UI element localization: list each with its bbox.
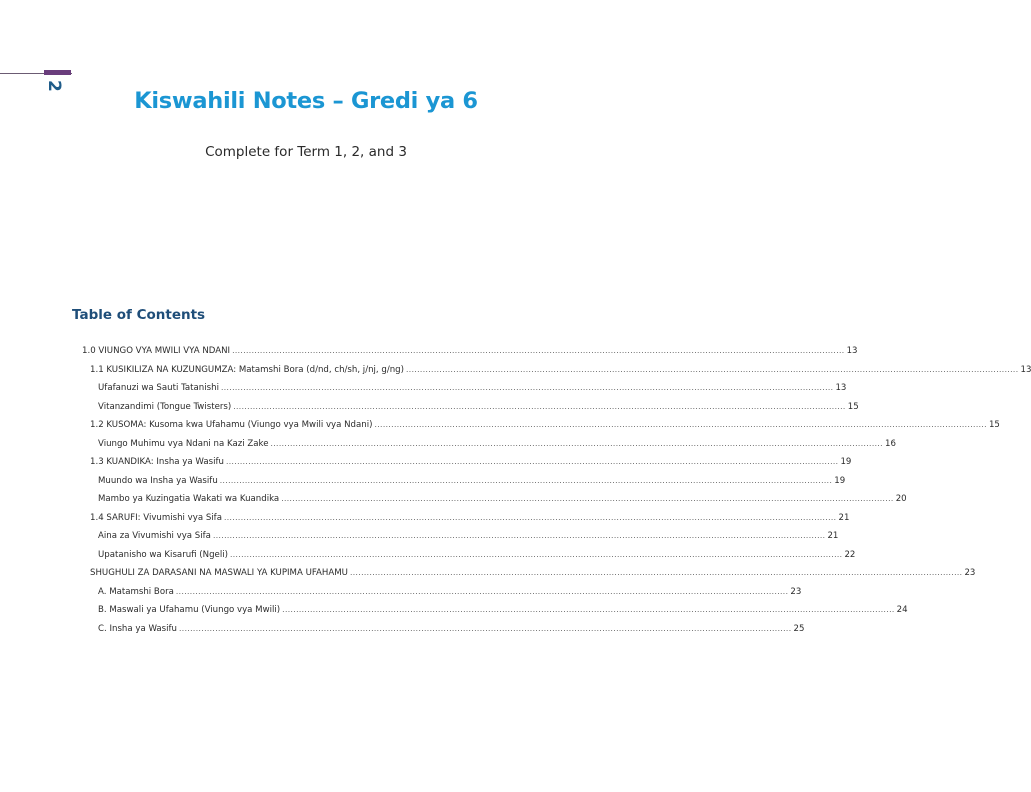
toc-dot-leader: ............................................................................................................................................................................................................................ (232, 346, 845, 355)
toc-dot-leader: ............................................................................................................................................................................................................................ (223, 512, 837, 522)
toc-dot-leader: ............................................................................................................................................................................................................................ (179, 623, 792, 633)
toc-entry[interactable] (82, 564, 976, 583)
toc-entry-label: 1.1 KUSIKILIZA NA KUZUNGUMZA: Matamshi Bora (d/nd, ch/sh, j/nj, g/ng) (90, 364, 404, 375)
toc-entry-page: 19 (840, 457, 852, 467)
toc-entry[interactable] (82, 453, 852, 472)
toc-dot-leader: ............................................................................................................................................................................................................................ (281, 494, 894, 503)
toc-entry-label: Aina za Vivumishi vya Sifa (98, 531, 211, 541)
toc-entry-page: 16 (884, 438, 896, 449)
document-subtitle: Complete for Term 1, 2, and 3 (205, 144, 407, 160)
toc-entry[interactable] (82, 509, 850, 528)
toc-entry-page: 22 (844, 549, 856, 560)
toc-entry-label: Ufafanuzi wa Sauti Tatanishi (98, 383, 219, 393)
toc-entry-label: A. Matamshi Bora (98, 586, 174, 597)
toc-entry-page: 23 (790, 586, 802, 597)
toc-entry[interactable] (82, 546, 856, 565)
toc-entry[interactable] (82, 361, 1031, 380)
toc-dot-leader: ............................................................................................................................................................................................................................ (229, 549, 843, 559)
toc-heading: Table of Contents (72, 307, 206, 323)
toc-dot-leader: ............................................................................................................................................................................................................................ (233, 401, 846, 411)
toc-entry-label: 1.3 KUANDIKA: Insha ya Wasifu (90, 457, 224, 467)
toc-dot-leader: ............................................................................................................................................................................................................................ (212, 531, 826, 540)
toc-entry-page: 15 (847, 401, 859, 412)
toc-entry-page: 23 (964, 568, 976, 578)
toc-entry-label: Vitanzandimi (Tongue Twisters) (98, 401, 232, 412)
toc-entry[interactable] (82, 620, 805, 639)
toc-entry[interactable] (82, 583, 802, 602)
toc-entry-page: 13 (835, 383, 847, 393)
toc-dot-leader: ............................................................................................................................................................................................................................ (406, 364, 1019, 374)
toc-dot-leader: ............................................................................................................................................................................................................................ (219, 475, 833, 485)
toc-entry[interactable] (82, 490, 907, 509)
toc-dot-leader: ............................................................................................................................................................................................................................ (349, 568, 963, 577)
toc-dot-leader: ............................................................................................................................................................................................................................ (282, 605, 895, 614)
toc-dot-leader: ............................................................................................................................................................................................................................ (175, 586, 789, 596)
toc-entry[interactable] (82, 435, 896, 454)
toc-entry-page: 19 (834, 475, 846, 486)
document-title: Kiswahili Notes – Gredi ya 6 (134, 88, 478, 114)
toc-entry-page: 25 (793, 623, 805, 634)
toc-dot-leader: ............................................................................................................................................................................................................................ (225, 457, 839, 466)
toc-dot-leader: ............................................................................................................................................................................................................................ (220, 383, 834, 392)
toc-entry-label: B. Maswali ya Ufahamu (Viungo vya Mwili) (98, 605, 281, 615)
page-number: 2 (44, 80, 64, 92)
toc-entry-page: 13 (1020, 364, 1031, 375)
toc-entry-label: SHUGHULI ZA DARASANI NA MASWALI YA KUPIMA UFAHAMU (90, 568, 348, 578)
toc-entry[interactable] (82, 472, 846, 491)
toc-entry[interactable] (82, 379, 847, 398)
toc-entry-page: 13 (846, 346, 858, 356)
toc-entry-label: 1.2 KUSOMA: Kusoma kwa Ufahamu (Viungo vya Mwili vya Ndani) (90, 420, 373, 430)
toc-dot-leader: ............................................................................................................................................................................................................................ (374, 420, 987, 429)
toc-entry-label: C. Insha ya Wasifu (98, 623, 178, 634)
toc-entry-label: Muundo wa Insha ya Wasifu (98, 475, 218, 486)
toc-entry-label: Viungo Muhimu vya Ndani na Kazi Zake (98, 438, 269, 449)
toc-entry-label: 1.4 SARUFI: Vivumishi vya Sifa (90, 512, 222, 523)
toc-entry-page: 21 (827, 531, 839, 541)
toc-entry-page: 21 (838, 512, 850, 523)
toc-entry[interactable] (82, 342, 858, 361)
page-accent-bar (44, 70, 71, 75)
toc-entry[interactable] (82, 398, 859, 417)
toc-entry-label: 1.0 VIUNGO VYA MWILI VYA NDANI (82, 346, 231, 356)
table-of-contents (82, 342, 1031, 638)
toc-entry-page: 20 (895, 494, 907, 504)
toc-entry[interactable] (82, 416, 1000, 435)
toc-dot-leader: ............................................................................................................................................................................................................................ (270, 438, 883, 448)
toc-entry-page: 15 (988, 420, 1000, 430)
toc-entry-label: Upatanisho wa Kisarufi (Ngeli) (98, 549, 228, 560)
toc-entry-page: 24 (896, 605, 908, 615)
toc-entry[interactable] (82, 601, 908, 620)
toc-entry-label: Mambo ya Kuzingatia Wakati wa Kuandika (98, 494, 280, 504)
toc-entry[interactable] (82, 527, 839, 546)
